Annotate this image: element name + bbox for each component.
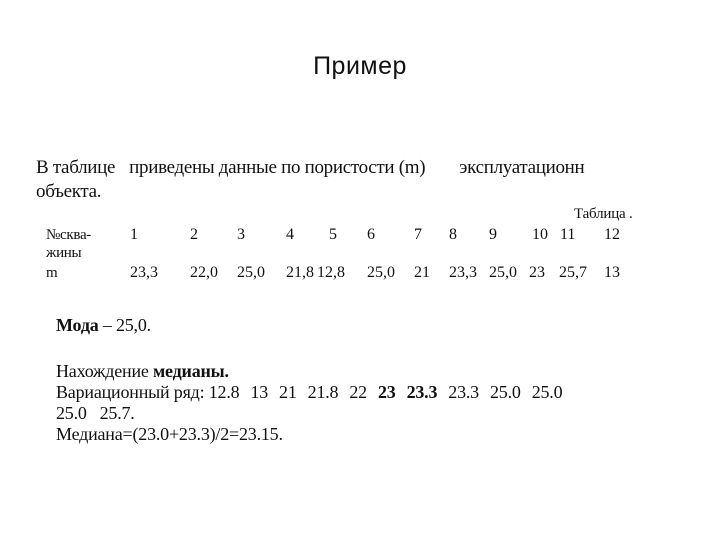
intro-part-1: В таблице <box>36 157 116 178</box>
porosity-table <box>46 224 666 286</box>
mode-line <box>56 315 151 336</box>
variation-series-value: 21.8 <box>307 382 339 402</box>
mode-label: Мода <box>56 315 99 335</box>
variation-series-value: 23.3 <box>406 382 438 402</box>
variation-series-value: 12.8 <box>208 382 240 402</box>
well-number-cell: 8 <box>449 226 457 243</box>
porosity-value-cell: 12,8 <box>317 264 345 281</box>
porosity-value-cell: 23 <box>529 264 545 281</box>
well-number-cell: 7 <box>414 226 422 243</box>
median-section <box>56 361 696 445</box>
well-number-cell: 11 <box>560 226 576 243</box>
variation-series-value: 23 <box>377 382 396 402</box>
porosity-value-cell: 23,3 <box>449 264 477 281</box>
variation-series-value: 23.3 <box>448 382 479 402</box>
median-result: Медиана=(23.0+23.3)/2=23.15. <box>56 424 283 444</box>
well-number-cell: 2 <box>190 226 198 243</box>
slide-title: Пример <box>313 52 407 80</box>
well-number-cell: 4 <box>286 226 294 243</box>
porosity-value-cell: 13 <box>604 264 620 281</box>
median-heading-bold: медианы. <box>153 361 229 381</box>
table-caption: Таблица . <box>574 206 633 222</box>
mode-value: – 25,0. <box>98 315 151 335</box>
intro-part-3: эксплуатационн <box>459 157 585 178</box>
variation-series-line-2: 25.0 25.7. <box>56 403 135 423</box>
variation-series-value: 25.0 <box>531 382 563 402</box>
intro-part-2: приведены данные по пористости (m) <box>129 157 426 178</box>
porosity-value-cell: 25,0 <box>367 264 395 281</box>
variation-series-value: 13 <box>250 382 269 402</box>
well-header-line-1: №сква- <box>46 227 91 243</box>
porosity-value-cell: 23,3 <box>130 264 158 281</box>
variation-series-value: 25.0 <box>489 382 521 402</box>
variation-series-value: 21 <box>279 382 297 402</box>
well-number-cell: 10 <box>532 226 548 243</box>
well-number-cell: 6 <box>367 226 375 243</box>
variation-series-values <box>209 382 574 402</box>
well-header-label <box>46 226 91 262</box>
intro-part-4: объекта. <box>36 181 102 202</box>
porosity-value-cell: 25,0 <box>237 264 265 281</box>
intro-paragraph <box>36 156 676 204</box>
well-header-line-2: жины <box>46 245 82 261</box>
porosity-value-cell: 21,8 <box>286 264 314 281</box>
porosity-value-cell: 25,0 <box>489 264 517 281</box>
well-number-cell: 1 <box>130 226 138 243</box>
variation-series-value: 22 <box>349 382 367 402</box>
porosity-value-cell: 21 <box>414 264 430 281</box>
median-heading-prefix: Нахождение <box>56 361 153 381</box>
well-number-cell: 3 <box>237 226 245 243</box>
well-number-cell: 12 <box>604 226 620 243</box>
porosity-value-cell: 25,7 <box>559 264 587 281</box>
porosity-row-label: m <box>46 265 58 281</box>
well-number-cell: 9 <box>489 226 497 243</box>
variation-series-line-1 <box>56 382 696 403</box>
variation-series-label: Вариационный ряд: <box>56 382 205 402</box>
well-number-cell: 5 <box>329 226 337 243</box>
median-heading <box>56 361 696 382</box>
porosity-value-cell: 22,0 <box>190 264 218 281</box>
